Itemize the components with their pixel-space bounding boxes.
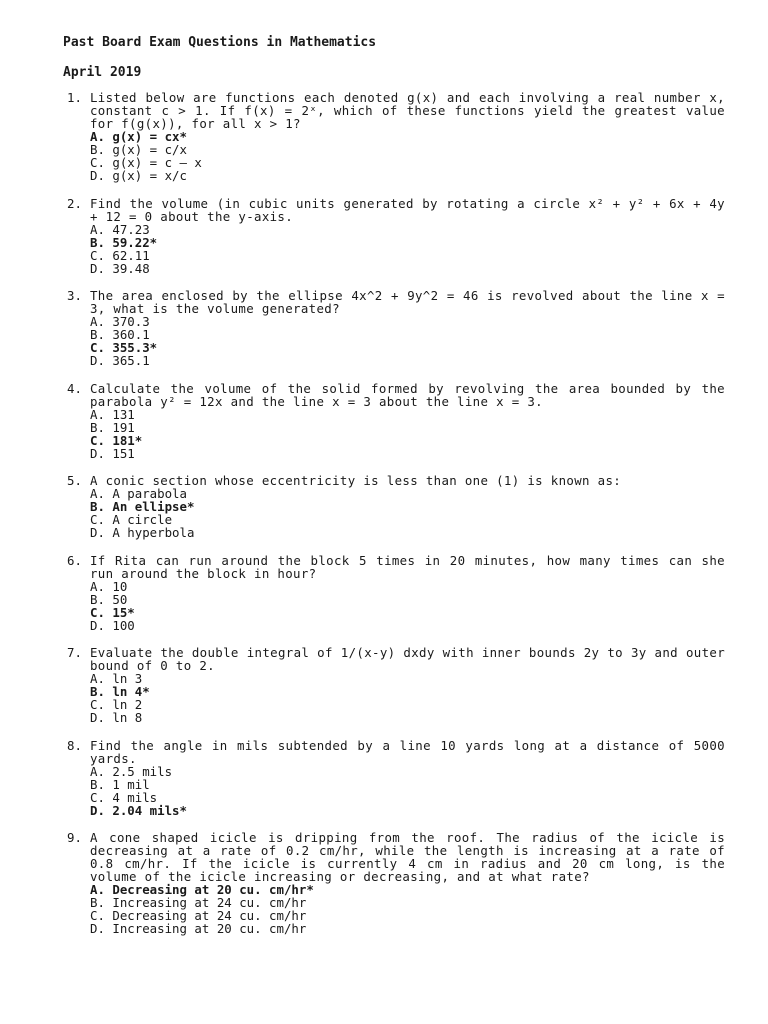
answer-choice: B. 360.1 [90, 327, 150, 342]
answer-choice: B. 50 [90, 591, 128, 607]
question-number: 4. [67, 380, 82, 396]
answer-choice: C. A circle [90, 512, 173, 527]
question-number: 6. [67, 552, 82, 568]
answer-choice: D. 39.48 [90, 260, 150, 276]
choice-list [90, 223, 725, 275]
correct-answer-choice: A. Decreasing at 20 cu. cm/hr* [90, 882, 314, 897]
question-item [63, 382, 725, 460]
question-number: 7. [67, 645, 82, 660]
question-item [63, 474, 725, 539]
question-item [63, 197, 725, 275]
date-heading: April 2019 [63, 65, 142, 80]
question-item [63, 831, 725, 935]
correct-answer-choice: C. 355.3* [90, 340, 158, 355]
question-number: 3. [67, 288, 82, 303]
choice-list [90, 672, 725, 724]
choice-list [90, 883, 725, 935]
answer-choice: D. A hyperbola [90, 525, 195, 540]
answer-choice: D. 365.1 [90, 353, 150, 368]
question-text: Listed below are functions each denoted g(x) and each involving a real number x, constant c > 1. If f(x) = 2ˣ, which of these functions yield the greatest value for f(g(x)), for all x > 1? [90, 90, 725, 131]
answer-choice: C. 62.11 [90, 247, 150, 263]
question-text: Find the angle in mils subtended by a line 10 yards long at a distance of 5000 yards. [90, 737, 725, 766]
choice-list [90, 315, 725, 367]
question-text: Calculate the volume of the solid formed by revolving the area bounded by the parabola y² = 12x and the line x = 3 about the line x = 3. [90, 380, 725, 409]
correct-answer-choice: A. g(x) = cx* [90, 129, 187, 144]
question-item [63, 554, 725, 632]
question-text: If Rita can run around the block 5 times in 20 minutes, how many times can she run around the block in hour? [90, 552, 725, 581]
answer-choice: B. Increasing at 24 cu. cm/hr [90, 895, 307, 910]
document-title: Past Board Exam Questions in Mathematics [63, 35, 377, 50]
choice-list [90, 765, 725, 817]
document-page [63, 34, 725, 950]
correct-answer-choice: D. 2.04 mils* [90, 802, 187, 818]
answer-choice: A. 2.5 mils [90, 763, 173, 779]
answer-choice: B. 1 mil [90, 776, 150, 792]
question-number: 9. [67, 830, 82, 845]
answer-choice: C. g(x) = c – x [90, 155, 202, 170]
question-number: 2. [67, 195, 82, 211]
question-text: Find the volume (in cubic units generated by rotating a circle x² + y² + 6x + 4y + 12 = 0 about the y-axis. [90, 195, 725, 224]
question-number: 5. [67, 473, 82, 488]
choice-list [90, 487, 725, 539]
answer-choice: A. ln 3 [90, 671, 143, 686]
answer-choice: B. g(x) = c/x [90, 142, 187, 157]
choice-list [90, 580, 725, 632]
question-text: The area enclosed by the ellipse 4x^2 + 9y^2 = 46 is revolved about the line x = 3, what is the volume generated? [90, 288, 725, 316]
question-text: Evaluate the double integral of 1/(x-y) dxdy with inner bounds 2y to 3y and outer bound of 0 to 2. [90, 645, 725, 673]
answer-choice: A. 47.23 [90, 221, 150, 237]
correct-answer-choice: C. 181* [90, 432, 143, 448]
answer-choice: A. 10 [90, 578, 128, 594]
question-item [63, 91, 725, 182]
question-list [63, 91, 725, 935]
answer-choice: D. 100 [90, 617, 135, 633]
choice-list [90, 408, 725, 460]
answer-choice: D. Increasing at 20 cu. cm/hr [90, 921, 307, 936]
choice-list [90, 130, 725, 182]
question-number: 8. [67, 737, 82, 753]
correct-answer-choice: B. An ellipse* [90, 499, 195, 514]
answer-choice: A. A parabola [90, 486, 187, 501]
question-item [63, 646, 725, 724]
answer-choice: C. ln 2 [90, 697, 143, 712]
question-number: 1. [67, 90, 82, 105]
correct-answer-choice: B. ln 4* [90, 684, 150, 699]
answer-choice: C. 4 mils [90, 789, 158, 805]
question-text: A cone shaped icicle is dripping from the roof. The radius of the icicle is decreasing at a rate of 0.2 cm/hr, while the length is increasing at a rate of 0.8 cm/hr. If the icicle is currently 4 cm in radius and 20 cm long, is the volume of the icicle increasing or decreasing, and at what rate? [90, 830, 725, 884]
correct-answer-choice: B. 59.22* [90, 234, 158, 250]
question-item [63, 739, 725, 817]
answer-choice: D. ln 8 [90, 710, 143, 725]
question-text: A conic section whose eccentricity is less than one (1) is known as: [90, 473, 622, 488]
answer-choice: A. 370.3 [90, 314, 150, 329]
answer-choice: D. g(x) = x/c [90, 168, 187, 183]
answer-choice: B. 191 [90, 419, 135, 435]
answer-choice: A. 131 [90, 406, 135, 422]
question-item [63, 289, 725, 367]
answer-choice: D. 151 [90, 445, 135, 461]
correct-answer-choice: C. 15* [90, 604, 135, 620]
answer-choice: C. Decreasing at 24 cu. cm/hr [90, 908, 307, 923]
